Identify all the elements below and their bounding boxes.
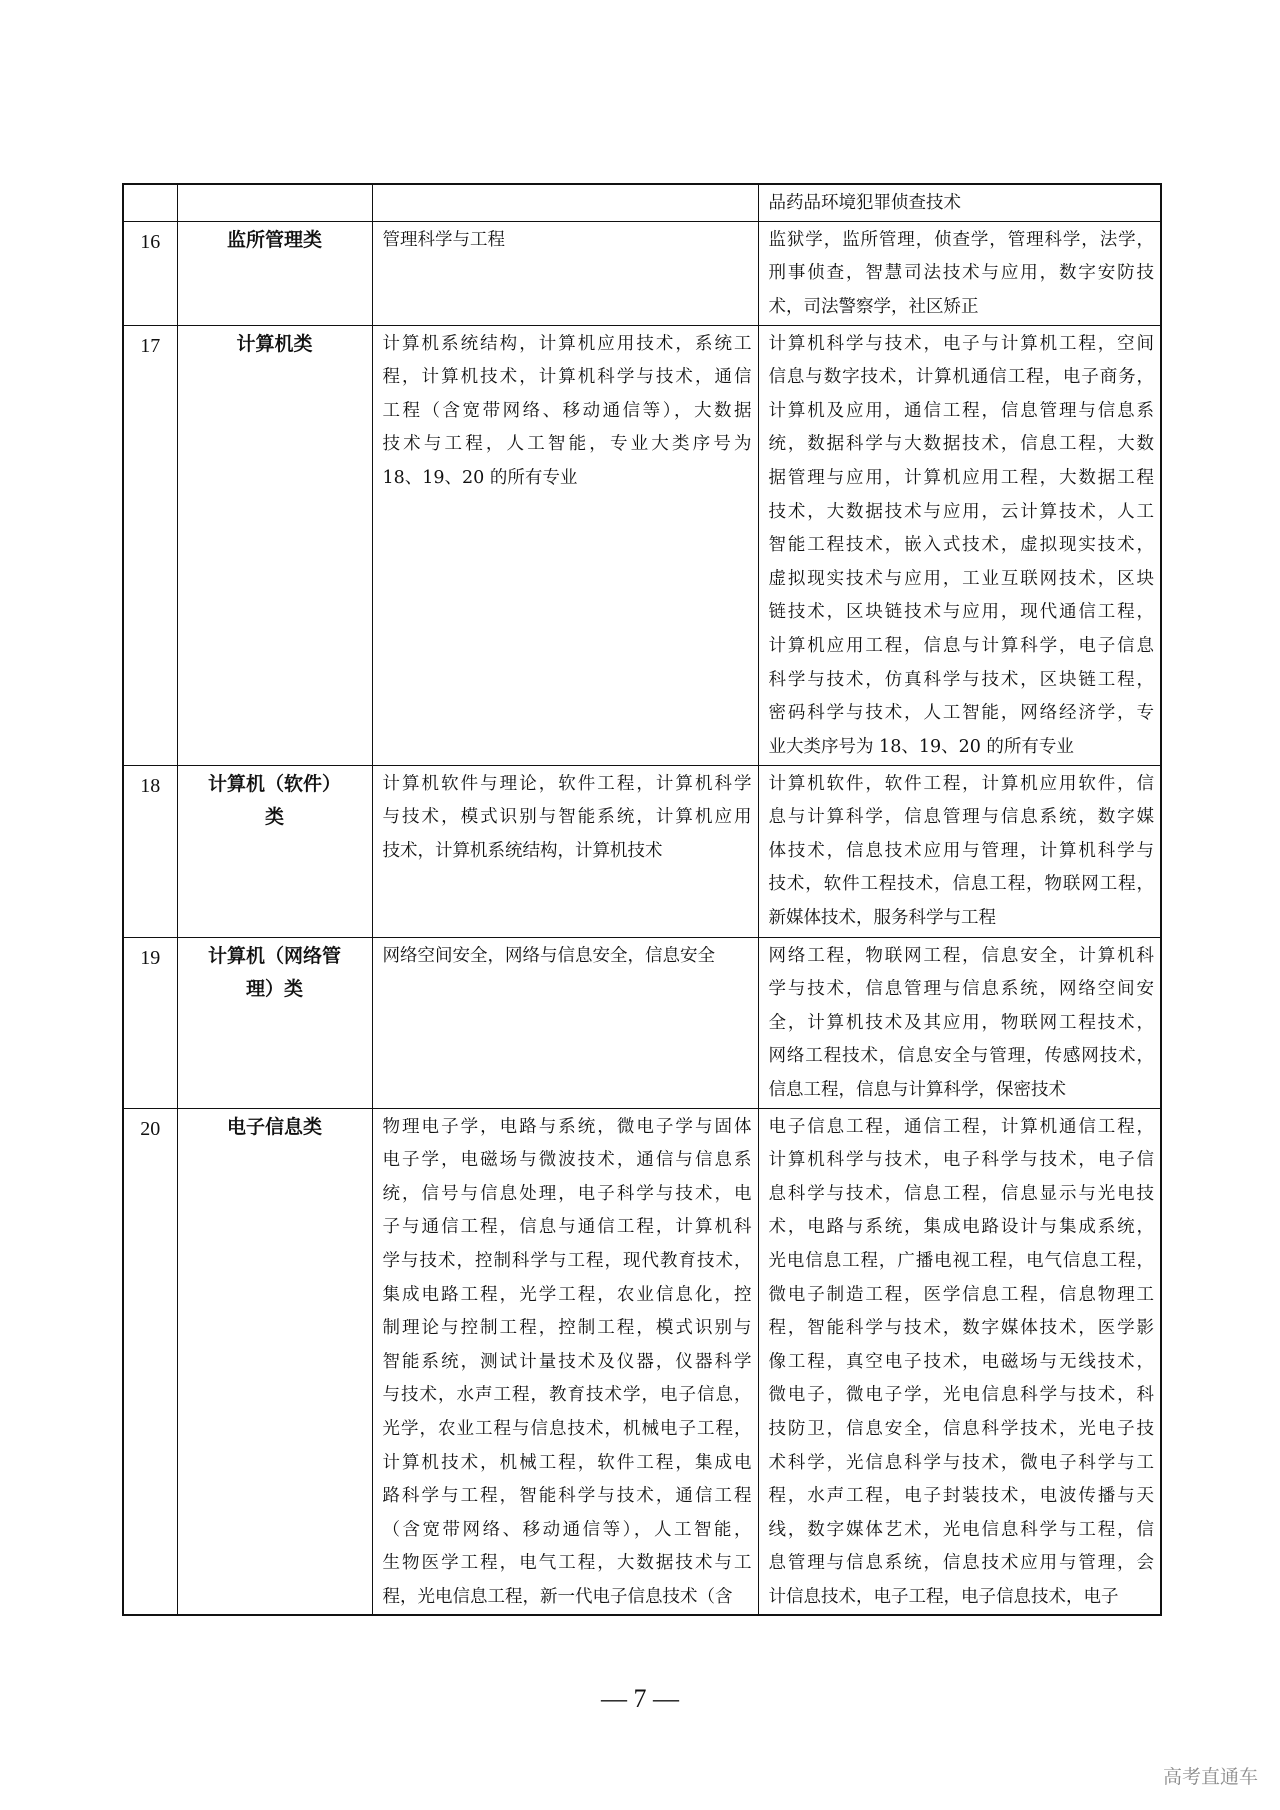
cell-line: 电子信息工程，通信工程，计算机通信工程， bbox=[768, 1116, 1154, 1137]
cell-line: 光电信息工程，广播电视工程，电气信息工程， bbox=[768, 1250, 1154, 1271]
cell-line: 计算机科学与技术，电子科学与技术，电子信 bbox=[768, 1150, 1154, 1171]
row-number: 20 bbox=[123, 1108, 177, 1615]
cell-line: 息科学与技术，信息工程，信息显示与光电技 bbox=[768, 1183, 1154, 1204]
cell-line: 计算机类 bbox=[236, 332, 313, 355]
table-row bbox=[123, 184, 1161, 221]
category-cell bbox=[177, 221, 372, 325]
undergraduate-majors-cell bbox=[758, 184, 1161, 221]
cell-line: 术，司法警察学，社区矫正 bbox=[768, 296, 979, 317]
cell-line: 链技术，区块链技术与应用，现代通信工程， bbox=[768, 602, 1154, 623]
cell-line: 科学与技术，仿真科学与技术，区块链工程， bbox=[768, 669, 1154, 690]
graduate-majors-cell bbox=[372, 1108, 758, 1615]
cell-line: 制理论与控制工程，控制工程，模式识别与 bbox=[382, 1318, 752, 1339]
cell-line: 集成电路工程，光学工程，农业信息化，控 bbox=[382, 1284, 752, 1305]
table-row bbox=[123, 1108, 1161, 1615]
cell-line: 计算机软件，软件工程，计算机应用软件，信 bbox=[768, 773, 1154, 794]
cell-line: 工程（含宽带网络、移动通信等），大数据 bbox=[382, 400, 752, 421]
cell-line: 计算机系统结构，计算机应用技术，系统工 bbox=[382, 333, 752, 354]
cell-line: 计算机技术，机械工程，软件工程，集成电 bbox=[382, 1452, 752, 1473]
cell-line: 微电子制造工程，医学信息工程，信息物理工 bbox=[768, 1284, 1154, 1305]
undergraduate-majors-cell bbox=[758, 765, 1161, 937]
cell-line: 程，智能科学与技术，数字媒体技术，医学影 bbox=[768, 1318, 1154, 1339]
category-cell bbox=[177, 325, 372, 765]
cell-line: 电子学，电磁场与微波技术，通信与信息系 bbox=[382, 1150, 752, 1171]
cell-line: 技术，计算机系统结构，计算机技术 bbox=[382, 840, 663, 861]
cell-line: 程，计算机技术，计算机科学与技术，通信 bbox=[382, 367, 752, 388]
cell-line: 技术，软件工程技术，信息工程，物联网工程， bbox=[768, 874, 1154, 895]
table-row bbox=[123, 765, 1161, 937]
cell-line: 技术，大数据技术与应用，云计算技术，人工 bbox=[768, 501, 1154, 522]
row-number: 19 bbox=[123, 937, 177, 1108]
graduate-majors-cell bbox=[372, 765, 758, 937]
cell-line: 与技术，模式识别与智能系统，计算机应用 bbox=[382, 807, 752, 828]
undergraduate-majors-cell bbox=[758, 325, 1161, 765]
cell-line: 虚拟现实技术与应用，工业互联网技术，区块 bbox=[768, 568, 1154, 589]
table-row bbox=[123, 221, 1161, 325]
cell-line: 密码科学与技术，人工智能，网络经济学，专 bbox=[768, 703, 1154, 724]
row-number bbox=[123, 184, 177, 221]
cell-line: 智能工程技术，嵌入式技术，虚拟现实技术， bbox=[768, 535, 1154, 556]
cell-line: 信息工程，信息与计算科学，保密技术 bbox=[768, 1079, 1066, 1100]
cell-line: 体技术，信息技术应用与管理，计算机科学与 bbox=[768, 840, 1154, 861]
cell-line: 统，数据科学与大数据技术，信息工程，大数 bbox=[768, 434, 1154, 455]
cell-line: 物理电子学，电路与系统，微电子学与固体 bbox=[382, 1116, 752, 1137]
undergraduate-majors-cell bbox=[758, 937, 1161, 1108]
graduate-majors-cell bbox=[372, 221, 758, 325]
category-cell bbox=[177, 1108, 372, 1615]
cell-line: 术科学，光信息科学与技术，微电子科学与工 bbox=[768, 1452, 1154, 1473]
cell-line: 计信息技术，电子工程，电子信息技术，电子 bbox=[768, 1586, 1119, 1607]
table-row bbox=[123, 325, 1161, 765]
row-number: 18 bbox=[123, 765, 177, 937]
cell-line: 网络工程，物联网工程，信息安全，计算机科 bbox=[768, 945, 1154, 966]
cell-line: 理）类 bbox=[245, 978, 303, 1001]
cell-line: 新媒体技术，服务科学与工程 bbox=[768, 907, 996, 928]
cell-line: 计算机科学与技术，电子与计算机工程，空间 bbox=[768, 333, 1154, 354]
graduate-majors-cell bbox=[372, 937, 758, 1108]
cell-line: 电子信息类 bbox=[226, 1115, 322, 1138]
cell-line: 刑事侦查，智慧司法技术与应用，数字安防技 bbox=[768, 263, 1154, 284]
cell-line: 学与技术，控制科学与工程，现代教育技术， bbox=[382, 1250, 752, 1271]
cell-line: 线，数字媒体艺术，光电信息科学与工程，信 bbox=[768, 1519, 1154, 1540]
graduate-majors-cell bbox=[372, 184, 758, 221]
cell-line: 管理科学与工程 bbox=[382, 229, 505, 250]
cell-line: 网络空间安全，网络与信息安全，信息安全 bbox=[382, 945, 715, 966]
category-cell bbox=[177, 184, 372, 221]
cell-line: 微电子，微电子学，光电信息科学与技术，科 bbox=[768, 1385, 1154, 1406]
major-table-body bbox=[123, 184, 1161, 1615]
cell-line: 像工程，真空电子技术，电磁场与无线技术， bbox=[768, 1351, 1154, 1372]
cell-line: 统，信号与信息处理，电子科学与技术，电 bbox=[382, 1183, 752, 1204]
cell-line: 技术与工程，人工智能，专业大类序号为 bbox=[382, 434, 752, 455]
major-table bbox=[122, 183, 1162, 1616]
cell-line: 程，光电信息工程，新一代电子信息技术（含 bbox=[382, 1586, 733, 1607]
cell-line: 术，电路与系统，集成电路设计与集成系统， bbox=[768, 1217, 1154, 1238]
cell-line: 学与技术，信息管理与信息系统，网络空间安 bbox=[768, 979, 1154, 1000]
category-cell bbox=[177, 765, 372, 937]
cell-line: 计算机及应用，通信工程，信息管理与信息系 bbox=[768, 400, 1154, 421]
table-row bbox=[123, 937, 1161, 1108]
cell-line: 据管理与应用，计算机应用工程，大数据工程 bbox=[768, 467, 1154, 488]
cell-line: 路科学与工程，智能科学与技术，通信工程 bbox=[382, 1486, 752, 1507]
cell-line: 计算机（软件） bbox=[207, 772, 341, 795]
watermark: 高考直通车 bbox=[1162, 1766, 1258, 1788]
cell-line: 类 bbox=[264, 806, 284, 829]
cell-line: 息与计算科学，信息管理与信息系统，数字媒 bbox=[768, 807, 1154, 828]
cell-line: 计算机应用工程，信息与计算科学，电子信息 bbox=[768, 635, 1154, 656]
undergraduate-majors-cell bbox=[758, 221, 1161, 325]
page-number: — 7 — bbox=[601, 1684, 679, 1713]
row-number: 16 bbox=[123, 221, 177, 325]
cell-line: 品药品环境犯罪侦查技术 bbox=[768, 193, 961, 213]
cell-line: 与技术，水声工程，教育技术学，电子信息， bbox=[382, 1385, 752, 1406]
cell-line: 生物医学工程，电气工程，大数据技术与工 bbox=[382, 1553, 752, 1574]
cell-line: 智能系统，测试计量技术及仪器，仪器科学 bbox=[382, 1351, 752, 1372]
cell-line: 监所管理类 bbox=[226, 228, 322, 251]
cell-line: 18、19、20 的所有专业 bbox=[382, 467, 578, 488]
cell-line: 信息与数字技术，计算机通信工程，电子商务， bbox=[768, 367, 1154, 388]
cell-line: 子与通信工程，信息与通信工程，计算机科 bbox=[382, 1217, 752, 1238]
undergraduate-majors-cell bbox=[758, 1108, 1161, 1615]
cell-line: 光学，农业工程与信息技术，机械电子工程， bbox=[382, 1418, 752, 1439]
cell-line: 计算机（网络管 bbox=[207, 944, 341, 967]
cell-line: 网络工程技术，信息安全与管理，传感网技术， bbox=[768, 1046, 1154, 1067]
cell-line: （含宽带网络、移动通信等），人工智能， bbox=[382, 1519, 752, 1540]
row-number: 17 bbox=[123, 325, 177, 765]
cell-line: 全，计算机技术及其应用，物联网工程技术， bbox=[768, 1012, 1154, 1033]
cell-line: 息管理与信息系统，信息技术应用与管理，会 bbox=[768, 1553, 1154, 1574]
cell-line: 计算机软件与理论，软件工程，计算机科学 bbox=[382, 773, 752, 794]
cell-line: 技防卫，信息安全，信息科学技术，光电子技 bbox=[768, 1418, 1154, 1439]
cell-line: 业大类序号为 18、19、20 的所有专业 bbox=[768, 736, 1074, 757]
cell-line: 程，水声工程，电子封装技术，电波传播与天 bbox=[768, 1486, 1154, 1507]
cell-line: 监狱学，监所管理，侦查学，管理科学，法学， bbox=[768, 229, 1154, 250]
graduate-majors-cell bbox=[372, 325, 758, 765]
category-cell bbox=[177, 937, 372, 1108]
